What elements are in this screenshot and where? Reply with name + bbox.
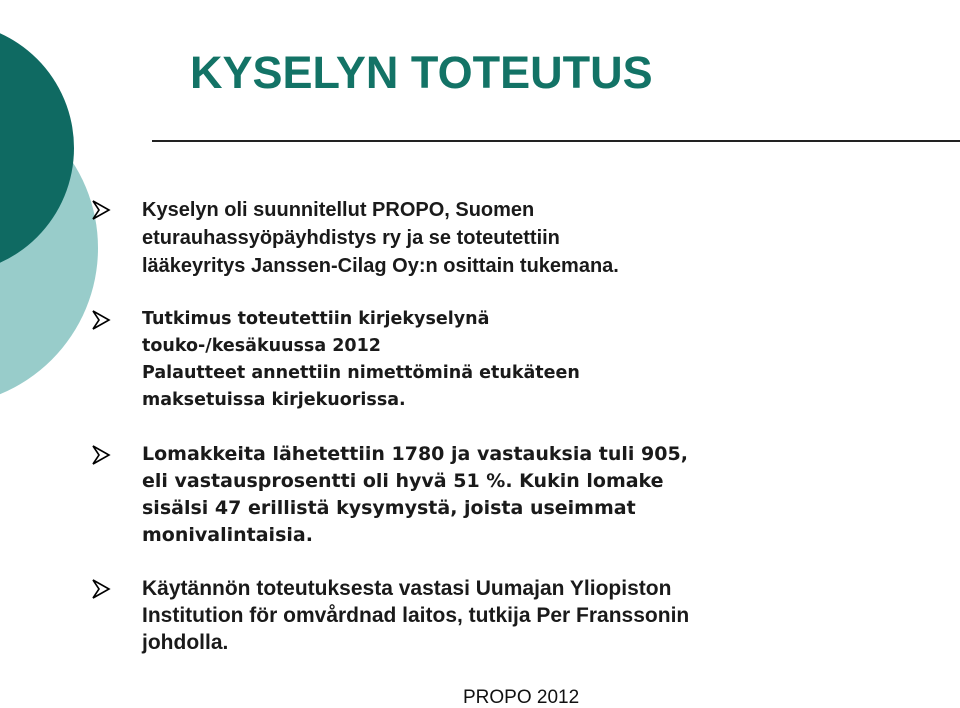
light-teal-circle	[0, 90, 98, 400]
bullet-line: monivalintaisia.	[142, 524, 313, 546]
bullet-line: sisälsi 47 erillistä kysymystä, joista useimmat	[142, 497, 636, 519]
bullet-line: Kyselyn oli suunnitellut PROPO, Suomen	[142, 199, 535, 221]
bullet-line: Institution för omvårdnad laitos, tutkija Per Franssonin	[142, 604, 690, 627]
arrowhead-bullet-icon	[90, 444, 112, 466]
bullet-line: touko-/kesäkuussa 2012	[142, 336, 381, 356]
slide-footer: PROPO 2012	[463, 687, 580, 708]
arrowhead-bullet-icon	[90, 199, 112, 221]
bullet-line: Lomakkeita lähetettiin 1780 ja vastauksia tuli 905,	[142, 443, 688, 465]
title-underline	[152, 140, 960, 142]
slide-title: KYSELYN TOTEUTUS	[190, 47, 653, 98]
bullet-line: johdolla.	[142, 631, 229, 654]
bullet-line: Käytännön toteutuksesta vastasi Uumajan Yliopiston	[142, 577, 672, 600]
arrowhead-bullet-icon	[90, 309, 112, 331]
bullet-line: eturauhassyöpäyhdistys ry ja se toteutettiin	[142, 227, 560, 249]
arrowhead-bullet-icon	[90, 578, 112, 600]
dark-teal-circle	[0, 22, 74, 274]
bullet-line: Tutkimus toteutettiin kirjekyselynä	[142, 309, 490, 329]
bullet-line: maksetuissa kirjekuorissa.	[142, 390, 406, 410]
bullet-line: eli vastausprosentti oli hyvä 51 %. Kukin lomake	[142, 470, 664, 492]
bullet-line: lääkeyritys Janssen-Cilag Oy:n osittain tukemana.	[142, 255, 619, 277]
bullet-line: Palautteet annettiin nimettöminä etukäteen	[142, 363, 580, 383]
